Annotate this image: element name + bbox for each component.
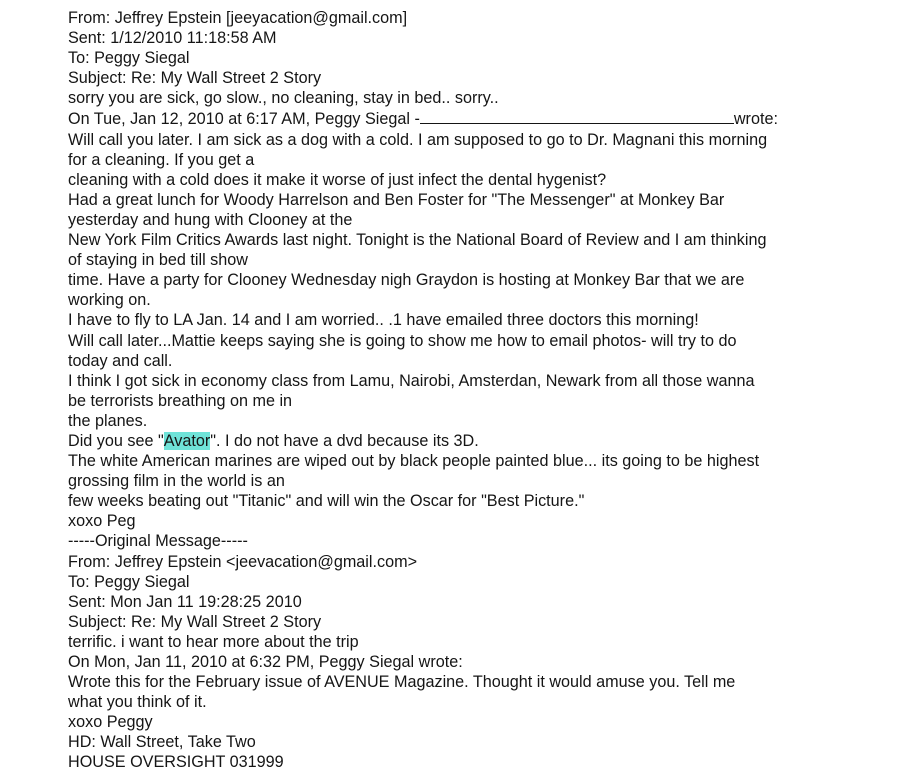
body-line: time. Have a party for Clooney Wednesday nigh Graydon is hosting at Monkey Bar that we are (68, 271, 745, 290)
redaction-blank (420, 108, 734, 124)
body-line: terrific. i want to hear more about the trip (68, 632, 359, 651)
body-line: the planes. (68, 411, 148, 430)
email-document (68, 8, 888, 773)
body-line: On Mon, Jan 11, 2010 at 6:32 PM, Peggy Siegal wrote: (68, 653, 463, 671)
body-line: To: Peggy Siegal (68, 572, 190, 591)
quote-intro-after: wrote: (733, 110, 778, 129)
body-line: Had a great lunch for Woody Harrelson and Ben Foster for "The Messenger" at Monkey Bar (68, 190, 725, 209)
body-line: Wrote this for the February issue of AVENUE Magazine. Thought it would amuse you. Tell me (68, 673, 736, 692)
body-line: for a cleaning. If you get a (68, 150, 255, 169)
body-line: working on. (68, 291, 151, 310)
body-line: grossing film in the world is an (68, 472, 285, 491)
body-line: few weeks beating out "Titanic" and will win the Oscar for "Best Picture." (68, 492, 585, 511)
body-line: of staying in bed till show (68, 251, 248, 270)
body-line: From: Jeffrey Epstein <jeevacation@gmail.com> (68, 552, 418, 571)
header-subject: Subject: Re: My Wall Street 2 Story (68, 69, 322, 88)
body-line: I have to fly to LA Jan. 14 and I am worried.. .1 have emailed three doctors this morning! (68, 311, 699, 330)
quote-intro (68, 108, 888, 129)
body-line: xoxo Peggy (68, 713, 153, 732)
quote-intro-before: On Tue, Jan 12, 2010 at 6:17 AM, Peggy Siegal - (68, 110, 420, 129)
body-line: what you think of it. (68, 693, 207, 712)
message-body-part-1 (68, 130, 888, 431)
body-line: I think I got sick in economy class from Lamu, Nairobi, Amsterdan, Newark from all those wanna (68, 371, 755, 390)
avatar-line-after: ". I do not have a dvd because its 3D. (210, 431, 479, 450)
body-line: New York Film Critics Awards last night. Tonight is the National Board of Review and I am thinking (68, 231, 767, 250)
message-body-part-2 (68, 451, 888, 752)
body-line: Sent: Mon Jan 11 19:28:25 2010 (68, 592, 302, 611)
body-line: Subject: Re: My Wall Street 2 Story (68, 612, 322, 631)
highlighted-word: Avator (163, 431, 211, 450)
body-line: cleaning with a cold does it make it worse of just infect the dental hygenist? (68, 170, 607, 189)
header-from: From: Jeffrey Epstein [jeeyacation@gmail.com] (68, 9, 408, 27)
avatar-line-before: Did you see " (68, 431, 164, 450)
body-line: -----Original Message----- (68, 532, 248, 551)
body-line: today and call. (68, 351, 173, 370)
body-line: be terrorists breathing on me in (68, 391, 293, 410)
header-sent: Sent: 1/12/2010 11:18:58 AM (68, 29, 277, 48)
body-line: HD: Wall Street, Take Two (68, 733, 256, 752)
body-line: xoxo Peg (68, 512, 136, 531)
header-to: To: Peggy Siegal (68, 49, 190, 68)
reply-text: sorry you are sick, go slow., no cleaning, stay in bed.. sorry.. (68, 89, 499, 108)
body-line: Will call later...Mattie keeps saying she is going to show me how to email photos- will try to do (68, 331, 737, 350)
body-line: yesterday and hung with Clooney at the (68, 210, 353, 229)
bates-footer: HOUSE OVERSIGHT 031999 (68, 753, 284, 772)
avatar-line (68, 431, 888, 451)
body-line: Will call you later. I am sick as a dog with a cold. I am supposed to go to Dr. Magnani this morning (68, 130, 768, 149)
body-line: The white American marines are wiped out by black people painted blue... its going to be highest (68, 452, 760, 471)
